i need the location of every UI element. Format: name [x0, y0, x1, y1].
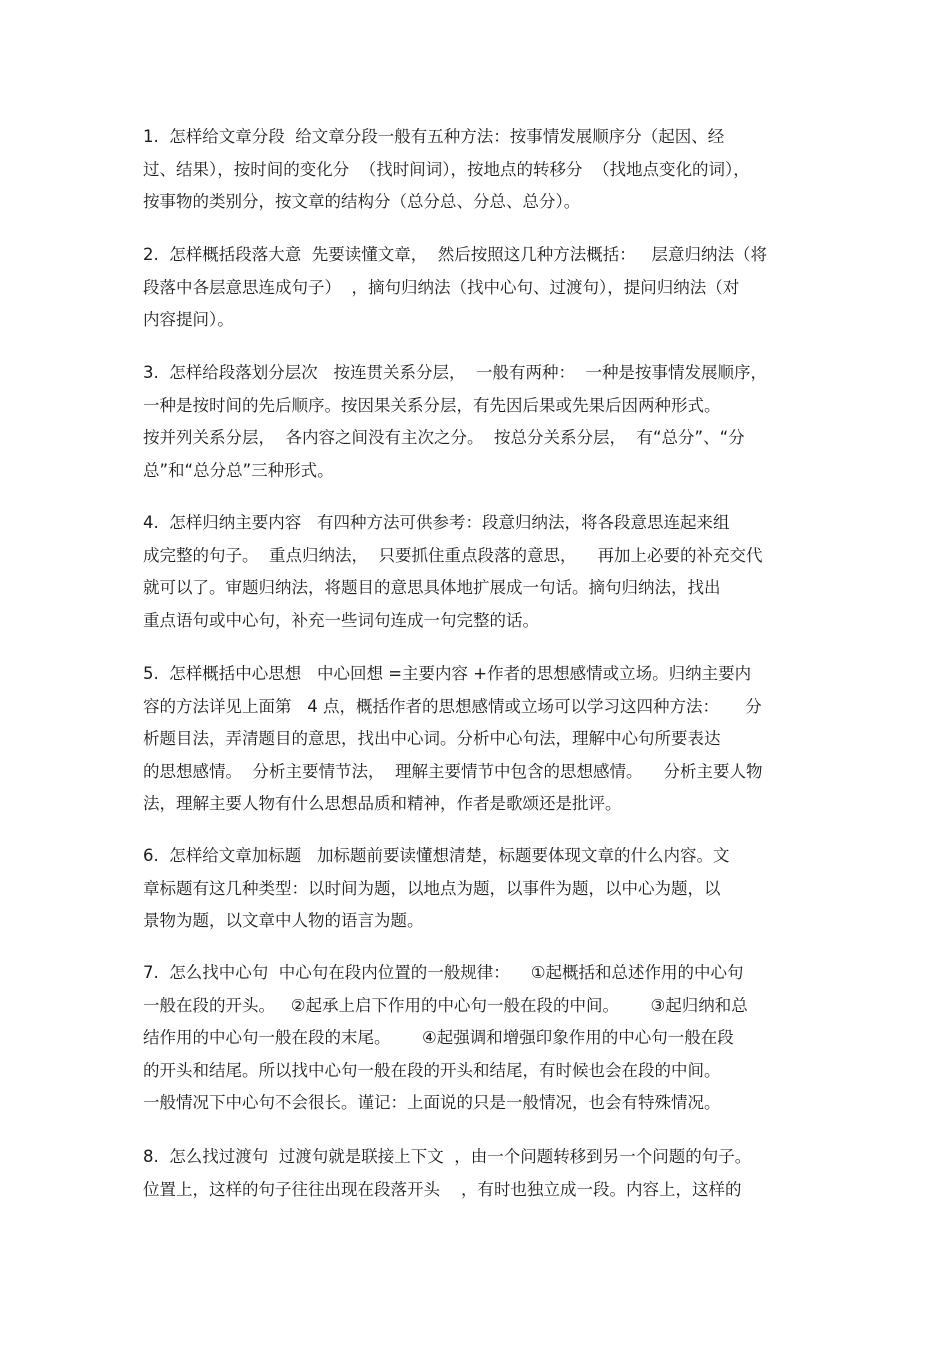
text-line: 就可以了。审题归纳法，将题目的意思具体地扩展成一句话。摘句归纳法，找出: [143, 578, 721, 597]
text-line: 5. 怎样概括中心思想 中心回想 =主要内容 +作者的思想感情或立场。归纳主要内: [143, 664, 752, 683]
text-line: 总”和“总分总”三种形式。: [143, 460, 334, 480]
text-line: 成完整的句子。 重点归纳法， 只要抓住重点段落的意思， 再加上必要的补充交代: [143, 545, 763, 565]
text-line: 的开头和结尾。所以找中心句一般在段的开头和结尾，有时候也会在段的中间。: [143, 1060, 721, 1080]
text-line: 容的方法详见上面第 4 点，概括作者的思想感情或立场可以学习这四种方法： 分: [143, 696, 762, 716]
text-line: 7. 怎么找中心句 中心句在段内位置的一般规律： ①起概括和总述作用的中心句: [143, 963, 744, 982]
text-line: 4. 怎样归纳主要内容 有四种方法可供参考：段意归纳法，将各段意思连起来组: [143, 513, 730, 532]
text-line: 2. 怎样概括段落大意 先要读懂文章， 然后按照这几种方法概括： 层意归纳法（将: [143, 245, 767, 264]
text-line: 的思想感情。 分析主要情节法， 理解主要情节中包含的思想感情。 分析主要人物: [143, 761, 763, 781]
text-line: 1. 怎样给文章分段 给文章分段一般有五种方法：按事情发展顺序分（起因、经: [143, 127, 725, 146]
paragraph-5: [143, 658, 823, 821]
paragraph-2: [143, 239, 823, 337]
text-line: 一般情况下中心句不会很长。谨记：上面说的只是一般情况，也会有特殊情况。: [143, 1093, 721, 1112]
text-line: 按事物的类别分，按文章的结构分（总分总、分总、总分）。: [143, 192, 581, 211]
text-line: 析题目法，弄清题目的意思，找出中心词。分析中心句法，理解中心句所要表达: [143, 729, 721, 748]
text-line: 过、结果），按时间的变化分 （找时间词），按地点的转移分 （找地点变化的词），: [143, 159, 750, 179]
text-line: 一种是按时间的先后顺序。按因果关系分层，有先因后果或先果后因两种形式。: [143, 395, 721, 415]
text-line: 8. 怎么找过渡句 过渡句就是联接上下文 ，由一个问题转移到另一个问题的句子。: [143, 1147, 752, 1166]
text-line: 3. 怎样给段落划分层次 按连贯关系分层， 一般有两种： 一种是按事情发展顺序，: [143, 363, 767, 382]
text-line: 内容提问）。: [143, 310, 234, 329]
paragraph-7: [143, 957, 823, 1120]
paragraph-8: [143, 1141, 823, 1206]
text-line: 6. 怎样给文章加标题 加标题前要读懂想清楚，标题要体现文章的什么内容。文: [143, 846, 730, 865]
text-line: 段落中各层意思连成句子） ，摘句归纳法（找中心句、过渡句），提问归纳法（对: [143, 277, 740, 297]
text-line: 结作用的中心句一般在段的末尾。 ④起强调和增强印象作用的中心句一般在段: [143, 1028, 734, 1047]
paragraph-4: [143, 507, 823, 637]
paragraph-6: [143, 840, 823, 938]
text-line: 重点语句或中心句，补充一些词句连成一句完整的话。: [143, 610, 539, 630]
paragraph-3: [143, 357, 823, 487]
text-line: 景物为题，以文章中人物的语言为题。: [143, 911, 424, 930]
text-line: 法，理解主要人物有什么思想品质和精神，作者是歌颂还是批评。: [143, 794, 622, 813]
text-line: 章标题有这几种类型：以时间为题，以地点为题，以事件为题，以中心为题，以: [143, 878, 721, 898]
text-line: 一般在段的开头。 ②起承上启下作用的中心句一般在段的中间。 ③起归纳和总: [143, 995, 748, 1015]
paragraph-1: [143, 121, 823, 219]
text-line: 按并列关系分层， 各内容之间没有主次之分。 按总分关系分层， 有“总分”、“分: [143, 428, 745, 447]
text-line: 位置上，这样的句子往往出现在段落开头 ，有时也独立成一段。内容上，这样的: [143, 1179, 742, 1199]
